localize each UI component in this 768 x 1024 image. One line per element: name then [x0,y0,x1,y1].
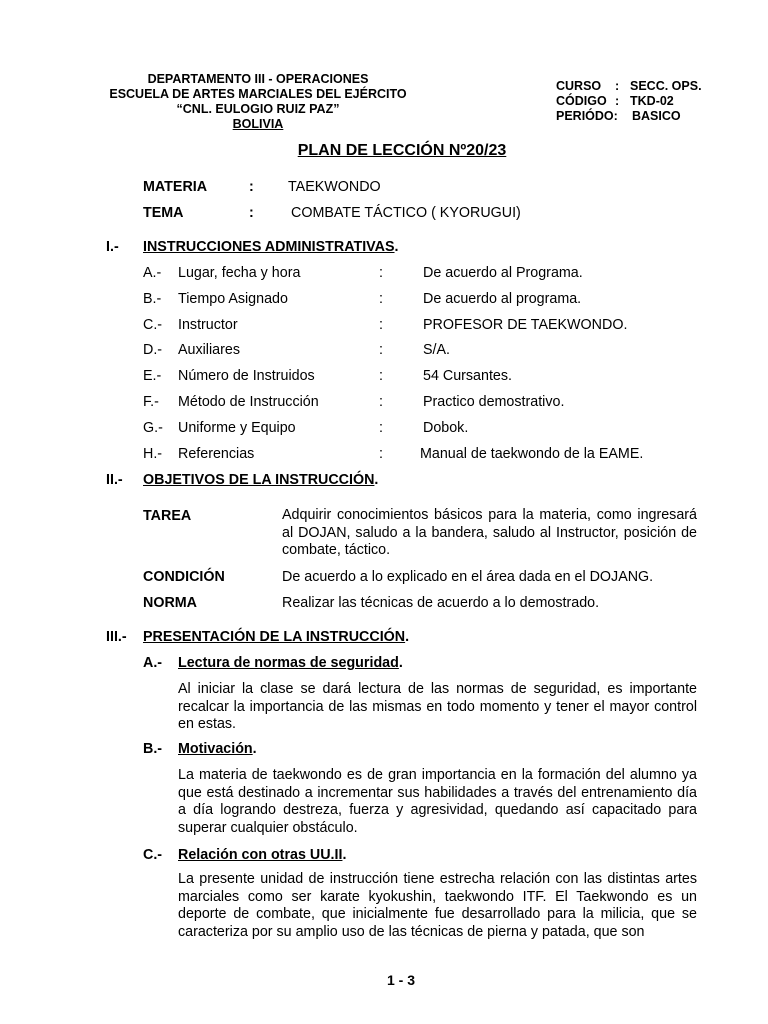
item-g-label: Uniforme y Equipo [178,420,296,436]
item-g-letter: G.- [143,420,163,436]
course-label: CURSO [556,79,602,93]
code-sep: : [615,94,620,108]
sub-b-text: La materia de taekwondo es de gran importancia en la formación del alumno ya que está destinado a incrementar sus habilidades a través del entrenamiento día a día logrando destreza, fuerza y agresividad, quedando así capacitado para superar cualquier obstáculo. [178,767,697,836]
topic-value: COMBATE TÁCTICO ( KYORUGUI) [291,205,521,221]
department-line: DEPARTAMENTO III - OPERACIONES [147,72,369,86]
sub-a-text: Al iniciar la clase se dará lectura de las normas de seguridad, es importante recalcar la importancia de las mismas en todo momento y tener el mayor control en estas. [178,681,697,732]
code-label: CÓDIGO [556,94,607,108]
tarea-text: Adquirir conocimientos básicos para la materia, como ingresará al DOJAN, saludo a la bandera, saludo al Instructor, posición de combate, táctico. [282,507,697,558]
page-number: 1 - 3 [387,972,416,988]
header-block [108,72,408,132]
section3-heading: PRESENTACIÓN DE LA INSTRUCCIÓN [143,629,406,645]
norma-text: Realizar las técnicas de acuerdo a lo demostrado. [282,595,600,611]
course-value: SECC. OPS. [630,79,702,93]
sub-a-heading-wrap: Lectura de normas de seguridad. [178,655,403,671]
item-c-label: Instructor [178,317,238,333]
item-e-sep: : [379,368,383,384]
item-c-letter: C.- [143,317,163,333]
page-title: PLAN DE LECCIÓN Nº20/23 [297,142,507,159]
period-label: PERIÓDO: [556,109,618,123]
section3-heading-wrap: PRESENTACIÓN DE LA INSTRUCCIÓN. [143,629,410,645]
section3-number: III.- [106,629,127,645]
code-value: TKD-02 [630,94,674,108]
subject-sep: : [249,179,254,195]
sub-c-text: La presente unidad de instrucción tiene estrecha relación con las distintas artes marciales como ser karate kyokushin, taekwondo ITF. El Taekwondo es un deporte de combate, que inicialmente fue desarrollado para la milicia, que se caracteriza por su amplio uso de las técnicas de pierna y patada, que son [178,871,697,940]
course-sep: : [615,79,620,93]
item-h-value: Manual de taekwondo de la EAME. [420,446,644,462]
item-c-value: PROFESOR DE TAEKWONDO. [423,317,628,333]
course-meta [556,79,702,124]
item-b-sep: : [379,291,383,307]
item-b-letter: B.- [143,291,162,307]
item-h-sep: : [379,446,383,462]
section2-heading-wrap: OBJETIVOS DE LA INSTRUCCIÓN. [143,472,379,488]
item-d-sep: : [379,342,383,358]
sub-c-heading-wrap: Relación con otras UU.II. [178,847,347,863]
country-line: BOLIVIA [232,117,284,131]
item-f-value: Practico demostrativo. [423,394,565,410]
item-a-letter: A.- [143,265,162,281]
item-f-label: Método de Instrucción [178,394,319,410]
school-line: ESCUELA DE ARTES MARCIALES DEL EJÉRCITO [109,87,407,101]
sub-c-heading: Relación con otras UU.II [178,847,343,863]
sub-a-heading: Lectura de normas de seguridad [178,655,399,671]
topic-sep: : [249,205,254,221]
norma-label: NORMA [143,595,198,611]
section1-heading-wrap: INSTRUCCIONES ADMINISTRATIVAS. [143,239,399,255]
item-c-sep: : [379,317,383,333]
item-g-value: Dobok. [423,420,469,436]
item-a-sep: : [379,265,383,281]
section2-heading: OBJETIVOS DE LA INSTRUCCIÓN [143,472,375,488]
sub-b-heading-wrap: Motivación. [178,741,257,757]
item-e-label: Número de Instruidos [178,368,315,384]
item-f-sep: : [379,394,383,410]
subject-label: MATERIA [143,179,208,195]
item-d-value: S/A. [423,342,451,358]
item-a-label: Lugar, fecha y hora [178,265,301,281]
tarea-label: TAREA [143,508,192,524]
item-b-value: De acuerdo al programa. [423,291,582,307]
condicion-text: De acuerdo a lo explicado en el área dada en el DOJANG. [282,569,654,585]
topic-label: TEMA [143,205,184,221]
school-name-line: “CNL. EULOGIO RUIZ PAZ” [176,102,340,116]
sub-c-letter: C.- [143,847,163,863]
item-h-label: Referencias [178,446,255,462]
sub-b-heading: Motivación [178,741,253,757]
item-d-label: Auxiliares [178,342,240,358]
item-d-letter: D.- [143,342,163,358]
section2-number: II.- [106,472,123,488]
item-g-sep: : [379,420,383,436]
condicion-label: CONDICIÓN [143,569,225,585]
section1-heading: INSTRUCCIONES ADMINISTRATIVAS [143,239,395,255]
section1-number: I.- [106,239,119,255]
sub-a-letter: A.- [143,655,163,671]
item-f-letter: F.- [143,394,159,410]
item-e-value: 54 Cursantes. [423,368,513,384]
subject-value: TAEKWONDO [288,179,381,195]
item-e-letter: E.- [143,368,162,384]
item-h-letter: H.- [143,446,163,462]
sub-b-letter: B.- [143,741,163,757]
period-value: BASICO [632,109,681,123]
item-a-value: De acuerdo al Programa. [423,265,583,281]
item-b-label: Tiempo Asignado [178,291,288,307]
